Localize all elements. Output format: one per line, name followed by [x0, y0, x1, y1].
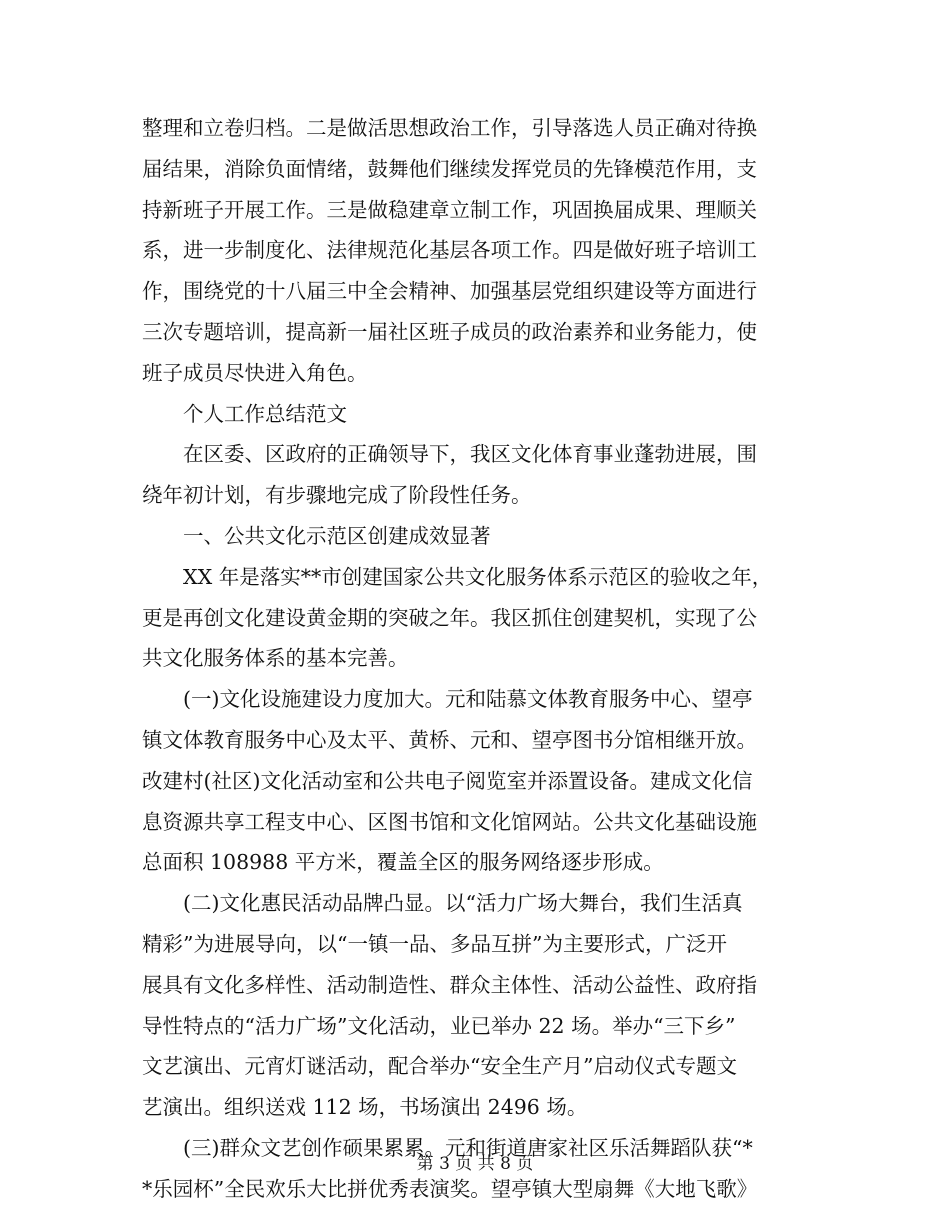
document-body — [142, 108, 802, 1210]
text-line: 精彩”为进展导向，以“一镇一品、多品互拼”为主要形式，广泛开 — [142, 931, 727, 956]
text-line: 共文化服务体系的基本完善。 — [142, 646, 409, 671]
text-line: 三次专题培训，提高新一届社区班子成员的政治素养和业务能力，使 — [142, 319, 757, 344]
text-line: (二)文化惠民活动品牌凸显。以“活力广场大舞台，我们生活真 — [183, 891, 743, 916]
text-line: 届结果，消除负面情绪，鼓舞他们继续发挥党员的先锋模范作用，支 — [142, 156, 757, 181]
text-line: 系，进一步制度化、法律规范化基层各项工作。四是做好班子培训工 — [142, 238, 757, 263]
text-line: 镇文体教育服务中心及太平、黄桥、元和、望亭图书分馆相继开放。 — [142, 727, 757, 752]
text-line: 总面积 108988 平方米，覆盖全区的服务网络逐步形成。 — [142, 850, 664, 875]
text-line: XX 年是落实**市创建国家公共文化服务体系示范区的验收之年， — [183, 564, 773, 589]
text-line: 班子成员尽快进入角色。 — [142, 360, 368, 385]
text-line: 整理和立卷归档。二是做活思想政治工作，引导落选人员正确对待换 — [142, 116, 757, 140]
text-line: *乐园杯”全民欢乐大比拼优秀表演奖。望亭镇大型扇舞《大地飞歌》 — [142, 1176, 758, 1201]
text-line: 艺演出。组织送戏 112 场，书场演出 2496 场。 — [142, 1095, 588, 1120]
text-line: 绕年初计划，有步骤地完成了阶段性任务。 — [142, 483, 532, 508]
section-heading: 个人工作总结范文 — [183, 401, 347, 426]
text-line: 文艺演出、元宵灯谜活动，配合举办“安全生产月”启动仪式专题文 — [142, 1054, 737, 1079]
text-line: 在区委、区政府的正确领导下，我区文化体育事业蓬勃进展，围 — [183, 442, 757, 467]
text-line: 导性特点的“活力广场”文化活动，业已举办 22 场。举办“三下乡” — [142, 1013, 736, 1038]
text-line: (一)文化设施建设力度加大。元和陆慕文体教育服务中心、望亭 — [183, 687, 753, 712]
text-line: 展具有文化多样性、活动制造性、群众主体性、活动公益性、政府指 — [142, 972, 757, 997]
text-line: 持新班子开展工作。三是做稳建章立制工作，巩固换届成果、理顺关 — [142, 197, 757, 222]
text-line: 息资源共享工程支中心、区图书馆和文化馆网站。公共文化基础设施 — [142, 809, 757, 834]
section-heading: 一、公共文化示范区创建成效显著 — [183, 523, 491, 548]
text-line: 改建村(社区)文化活动室和公共电子阅览室并添置设备。建成文化信 — [142, 768, 753, 793]
text-line: 作，围绕党的十八届三中全会精神、加强基层党组织建设等方面进行 — [142, 279, 757, 304]
text-line: 更是再创文化建设黄金期的突破之年。我区抓住创建契机，实现了公 — [142, 605, 757, 630]
page-number-footer: 第 3 页 共 8 页 — [416, 1154, 534, 1174]
text-line: (三)群众文艺创作硕果累累。元和街道唐家社区乐活舞蹈队获“* — [183, 1135, 753, 1160]
